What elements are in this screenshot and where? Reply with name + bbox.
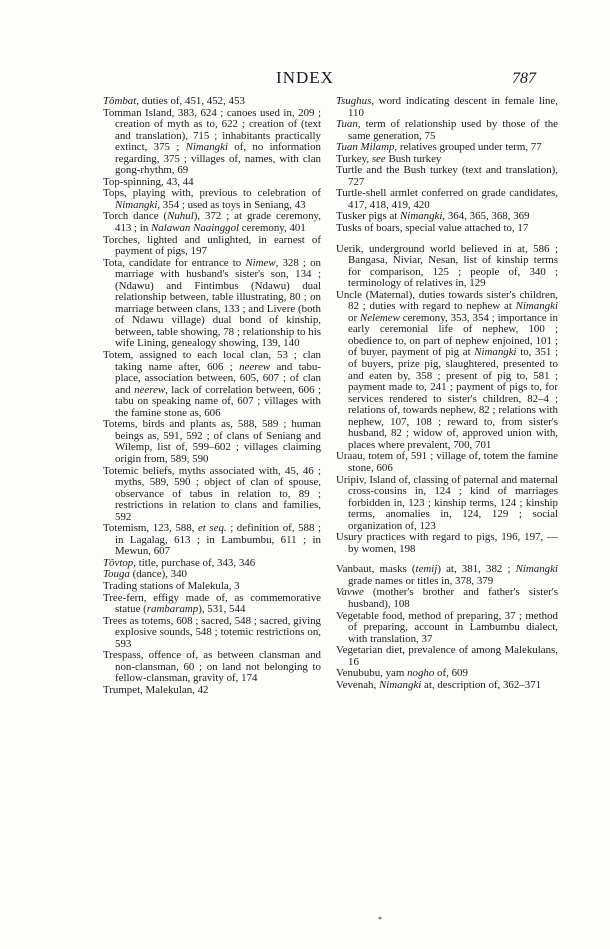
index-entry: Torch dance (Nuhul), 372 ; at grade ceremony, 413 ; in Nalawan Naainggol ceremony, 401 xyxy=(103,210,321,235)
index-entry: Vevenah, Nimangki at, description of, 362–371 xyxy=(336,678,542,691)
index-entry: Trading stations of Malekula, 3 xyxy=(103,579,240,592)
index-entry: Tusker pigs at Nimangki, 364, 365, 368, 369 xyxy=(336,210,530,223)
page-header xyxy=(0,68,610,92)
right-column xyxy=(336,96,558,691)
index-entry: Uraau, totem of, 591 ; village of, totem the famine stone, 606 xyxy=(336,450,558,474)
index-entry: Tree-fern, effigy made of, as commemorative statue (rambaramp), 531, 544 xyxy=(103,591,321,616)
index-entry: Uncle (Maternal), duties towards sister's children, 82 ; duties with regard to nephew at Nimangki or Nelemew ceremony, 353, 354 ; importance in early ceremonial life of nephew, 100 ; obedience to, on part of nephew enjoined, 101 ; of buyer, payment of pig at Nimangki to, 351 ; of buyers, prize pig, slaughtered, presented to and eaten by, 358 ; present of pig to, 581 ; payment made to, 241 ; payment of pigs to, for services rendered to sister's children, 82–4 ; relations of, towards nephew, 82 ; relations with nephew, 107, 108 ; reward to, from sister's husband, 82 ; widow of, approved union with, places where prevalent, 700, 701 xyxy=(336,288,558,451)
index-entry: Tuan Milamp, relatives grouped under term, 77 xyxy=(336,141,542,154)
right-column-section-t xyxy=(336,96,558,235)
index-entry: Vanbaut, masks (temij) at, 381, 382 ; Nimangki grade names or titles in, 378, 379 xyxy=(336,563,558,587)
index-entry: Totemism, 123, 588, et seq. ; definition of, 588 ; in Lagalag, 613 ; in Lambumbu, 611 ; in Mewun, 607 xyxy=(103,522,321,558)
index-entry: Usury practices with regard to pigs, 196, 197, — by women, 198 xyxy=(336,531,558,555)
page-title: INDEX xyxy=(276,68,334,87)
index-entry: Turtle-shell armlet conferred on grade candidates, 417, 418, 419, 420 xyxy=(336,187,558,211)
index-entry: Tota, candidate for entrance to Nimew, 328 ; on marriage with husband's sister's son, 134 ; (Ndawu) and Fintimbus (Ndawu) dual relationship between, table illustrating, 80 ; on marriage between clans, 133 ; and Livere (both of Ndawu village) dual bond of kinship, between, table showing, 78 ; relationship to his wife Lining, genealogy showing, 139, 140 xyxy=(103,256,321,350)
index-entry: Venububu, yam nogho of, 609 xyxy=(336,667,468,680)
index-entry: Tôvtop, title, purchase of, 343, 346 xyxy=(103,556,256,569)
index-entry: Tômbat, duties of, 451, 452, 453 xyxy=(103,95,245,107)
index-entry: Trespass, offence of, as between clansman and non-clansman, 60 ; on land not belonging to fellow-clansman, gravity of, 174 xyxy=(103,649,321,685)
index-entry: Torches, lighted and unlighted, in earnest of payment of pigs, 197 xyxy=(103,233,321,258)
index-entry: Tuan, term of relationship used by those of the same generation, 75 xyxy=(336,118,558,142)
index-entry: Totem, assigned to each local clan, 53 ; clan taking name after, 606 ; neerew and tabu-place, association between, 605, 607 ; of clan and neerew, lack of correlation between, 606 ; tabu on speaking name of, 607 ; villages with the famine stone as, 606 xyxy=(103,349,322,419)
index-entry: Tomman Island, 383, 624 ; canoes used in, 209 ; creation of myth as to, 622 ; creation of (text and translation), 715 ; inhabitants practically extinct, 375 ; Nimangki of, no information regarding, 375 ; villages of, names, with clan gong-rhythm, 69 xyxy=(103,106,321,177)
index-entry: Uripiv, Island of, classing of paternal and maternal cross-cousins in, 124 ; kind of marriages forbidden in, 123 ; kinship terms, 124 ; kinship terms, anomalies in, 124, 129 ; social organization of, 123 xyxy=(336,473,558,532)
index-entry: Vegetarian diet, prevalence of among Malekulans, 16 xyxy=(336,644,558,668)
index-entry: Vavwe (mother's brother and father's sister's husband), 108 xyxy=(336,586,558,610)
index-entry: Turkey, see Bush turkey xyxy=(336,152,442,165)
index-entry: Totemic beliefs, myths associated with, 45, 46 ; myths, 589, 590 ; object of clan of spouse, observance of tabus in relation to, 89 ; restrictions in relation to clans and families, 592 xyxy=(103,464,321,523)
right-column-section-v xyxy=(336,564,558,691)
index-entry: Uerik, underground world believed in at, 586 ; Bangasa, Niviar, Nesan, list of kinship terms for comparison, 125 ; people of, 340 ; terminology of relatives in, 129 xyxy=(336,242,558,290)
index-entry: Vegetable food, method of preparing, 37 ; method of preparing, account in Lambumbu dialect, with translation, 37 xyxy=(336,609,558,645)
page-number: 787 xyxy=(512,70,536,87)
index-entry: Turtle and the Bush turkey (text and translation), 727 xyxy=(336,164,558,188)
right-column-section-u xyxy=(336,244,558,556)
index-entry: Totems, birds and plants as, 588, 589 ; human beings as, 591, 592 ; of clans of Seniang and Wilemp, list of, 599–602 ; villages claiming origin from, 589, 590 xyxy=(103,418,321,465)
index-entry: Trees as totems, 608 ; sacred, 548 ; sacred, giving explosive sounds, 548 ; totemic restrictions on, 593 xyxy=(103,614,321,650)
left-column xyxy=(103,96,321,696)
index-entry: Trumpet, Malekulan, 42 xyxy=(103,683,209,696)
footer-mark: * xyxy=(378,915,382,924)
index-entry: Tusks of boars, special value attached to, 17 xyxy=(336,222,529,235)
index-entry: Tops, playing with, previous to celebration of Nimangki, 354 ; used as toys in Seniang, 43 xyxy=(103,187,321,211)
index-entry: Touga (dance), 340 xyxy=(103,568,187,581)
index-entry: Top-spinning, 43, 44 xyxy=(103,175,194,188)
index-entry: Tsughus, word indicating descent in female line, 110 xyxy=(336,95,558,119)
